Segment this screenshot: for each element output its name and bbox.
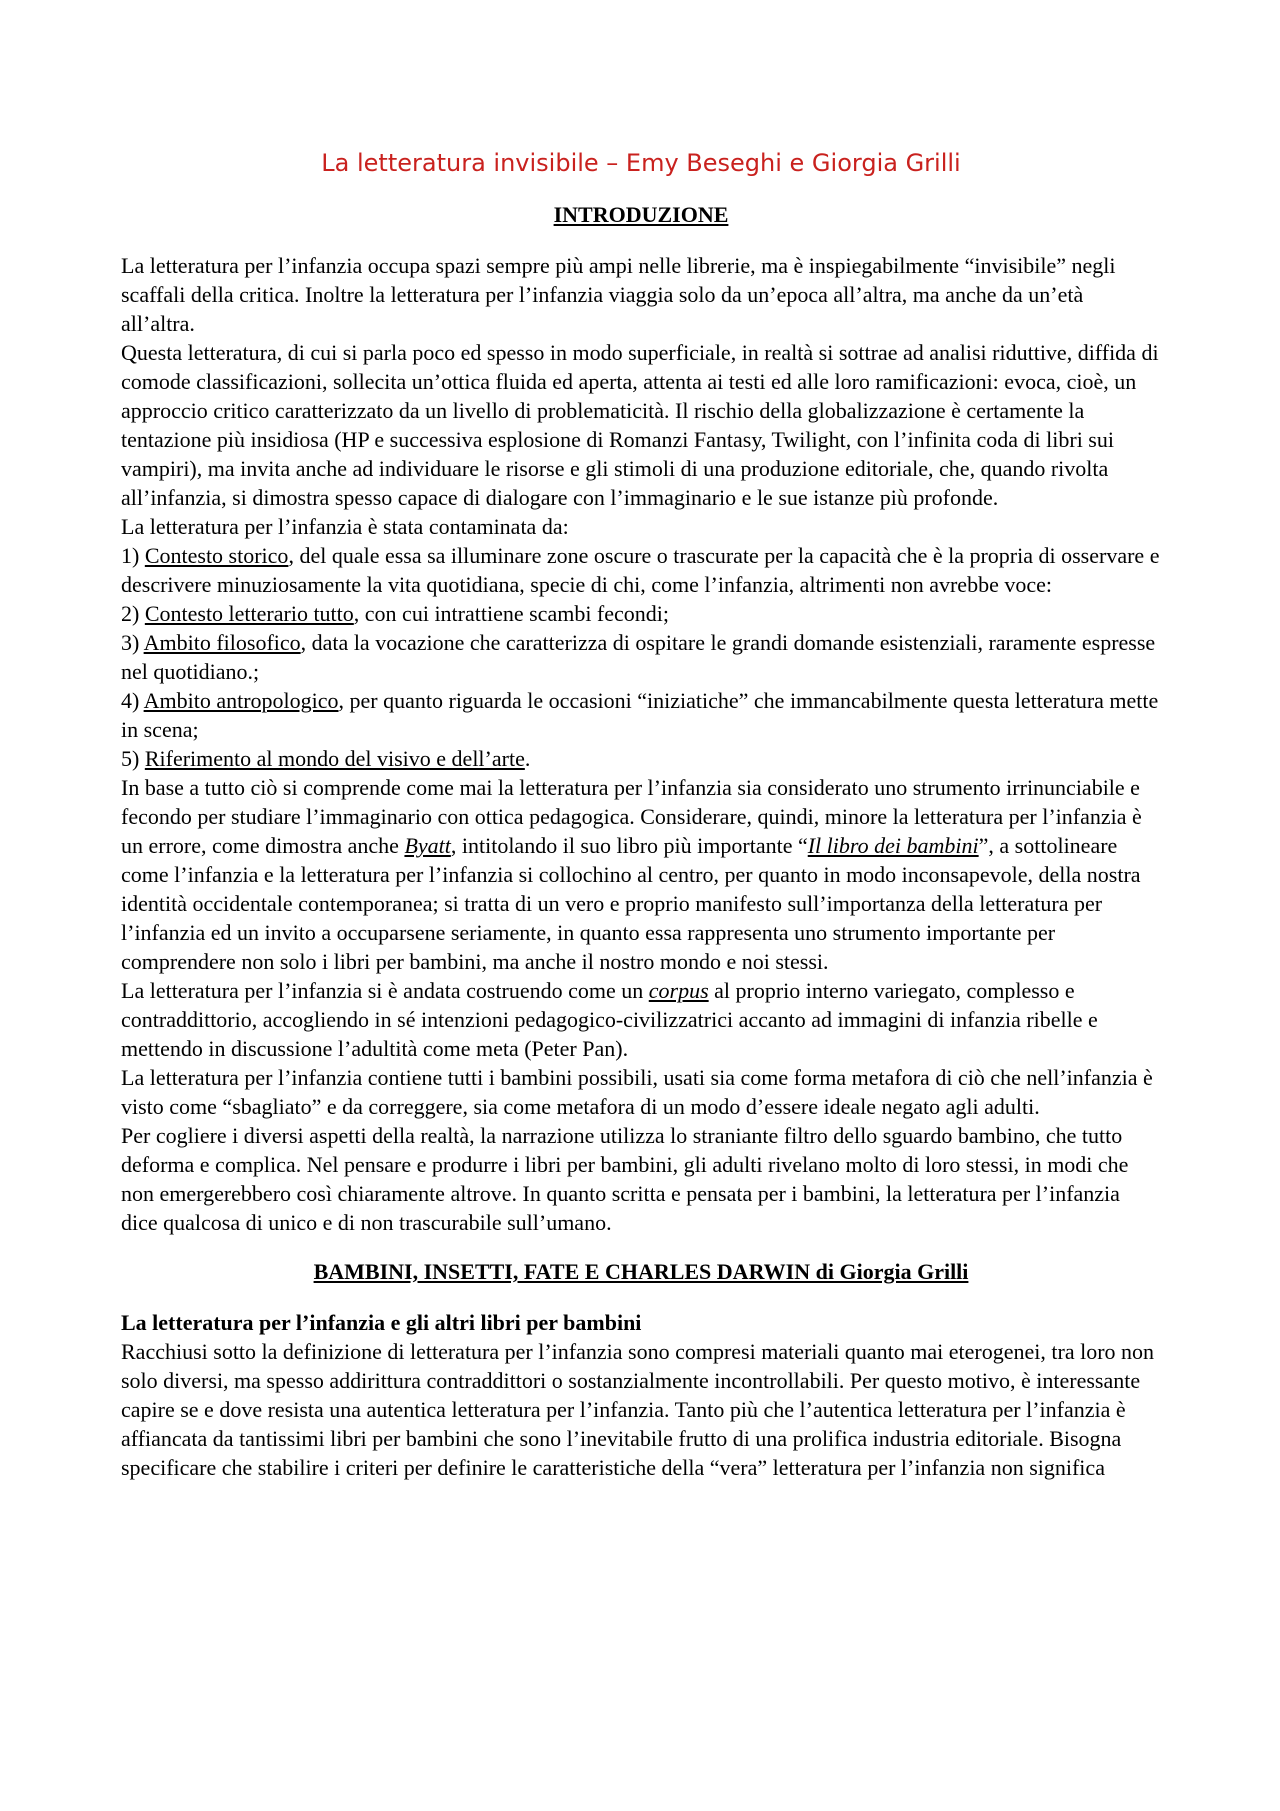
- term-corpus: corpus: [648, 978, 709, 1003]
- list-term: Riferimento al mondo del visivo e dell’arte: [144, 746, 525, 771]
- intro-heading: INTRODUZIONE: [553, 202, 729, 227]
- section-2-heading: BAMBINI, INSETTI, FATE E CHARLES DARWIN di Giorgia Grilli: [313, 1259, 969, 1284]
- list-term: Ambito filosofico: [143, 630, 301, 655]
- intro-paragraph-6: La letteratura per l’infanzia contiene tutti i bambini possibili, usati sia come forma metafora di ciò che nell’infanzia è visto come “sbagliato” e da correggere, sia come metafora di un modo d’essere ideale negato agli adulti.: [121, 1065, 1153, 1119]
- document-body: [121, 148, 1161, 1482]
- document-title: La letteratura invisibile – Emy Beseghi e Giorgia Grilli: [321, 149, 961, 177]
- intro-paragraph-5: La letteratura per l’infanzia si è andata costruendo come un corpus al proprio interno variegato, complesso e contraddittorio, accogliendo in sé intenzioni pedagogico-civilizzatrici accanto ad immagini di infanzia ribelle e mettendo in discussione l’adultità come meta (Peter Pan).: [121, 978, 1098, 1061]
- list-item-1: 1) Contesto storico, del quale essa sa illuminare zone oscure o trascurate per la capacità che è la propria di osservare e descrivere minuziosamente la vita quotidiana, specie di chi, come l’infanzia, altrimenti non avrebbe voce:: [121, 543, 1160, 597]
- intro-paragraph-1: La letteratura per l’infanzia occupa spazi sempre più ampi nelle librerie, ma è inspiegabilmente “invisibile” negli scaffali della critica. Inoltre la letteratura per l’infanzia viaggia solo da un’epoca all’altra, ma anche da un’età all’altra.: [121, 253, 1116, 336]
- section-2-subheading: La letteratura per l’infanzia e gli altri libri per bambini: [121, 1310, 642, 1335]
- intro-paragraph-4: In base a tutto ciò si comprende come mai la letteratura per l’infanzia sia considerato uno strumento irrinunciabile e fecondo per studiare l’immaginario con ottica pedagogica. Considerare, quindi, minore la letteratura per l’infanzia è un errore, come dimostra anche Byatt, intitolando il suo libro più importante “Il libro dei bambini”, a sottolineare come l’infanzia e la letteratura per l’infanzia si collochino al centro, per quanto in modo inconsapevole, della nostra identità occidentale contemporanea; si tratta di un vero e proprio manifesto sull’importanza della letteratura per l’infanzia ed un invito a occuparsene seriamente, in quanto essa rappresenta uno strumento importante per comprendere non solo i libri per bambini, ma anche il nostro mondo e noi stessi.: [121, 775, 1142, 974]
- list-item-2: 2) Contesto letterario tutto, con cui intrattiene scambi fecondi;: [121, 601, 670, 626]
- list-item-5: 5) Riferimento al mondo del visivo e dell’arte.: [121, 746, 531, 771]
- list-term: Contesto storico: [144, 543, 289, 568]
- author-byatt: Byatt: [404, 833, 451, 858]
- book-title: Il libro dei bambini: [807, 833, 979, 858]
- intro-paragraph-2: Questa letteratura, di cui si parla poco ed spesso in modo superficiale, in realtà si sottrae ad analisi riduttive, diffida di comode classificazioni, sollecita un’ottica fluida ed aperta, attenta ai testi ed alle loro ramificazioni: evoca, cioè, un approccio critico caratterizzato da un livello di problematicità. Il rischio della globalizzazione è certamente la tentazione più insidiosa (HP e successiva esplosione di Romanzi Fantasy, Twilight, con l’infinita coda di libri sui vampiri), ma invita anche ad individuare le risorse e gli stimoli di una produzione editoriale, che, quando rivolta all’infanzia, si dimostra spesso capace di dialogare con l’immaginario e le sue istanze più profonde.: [121, 340, 1159, 510]
- intro-paragraph-7: Per cogliere i diversi aspetti della realtà, la narrazione utilizza lo straniante filtro dello sguardo bambino, che tutto deforma e complica. Nel pensare e produrre i libri per bambini, gli adulti rivelano molto di loro stessi, in modi che non emergerebbero così chiaramente altrove. In quanto scritta e pensata per i bambini, la letteratura per l’infanzia dice qualcosa di unico e di non trascurabile sull’umano.: [121, 1123, 1129, 1235]
- list-term: Contesto letterario tutto: [144, 601, 354, 626]
- intro-paragraph-3: La letteratura per l’infanzia è stata contaminata da:: [121, 514, 569, 539]
- list-item-3: 3) Ambito filosofico, data la vocazione che caratterizza di ospitare le grandi domande esistenziali, raramente espresse nel quotidiano.;: [121, 630, 1156, 684]
- list-item-4: 4) Ambito antropologico, per quanto riguarda le occasioni “iniziatiche” che immancabilmente questa letteratura mette in scena;: [121, 688, 1159, 742]
- list-term: Ambito antropologico: [143, 688, 339, 713]
- section-2-paragraph-1: Racchiusi sotto la definizione di letteratura per l’infanzia sono compresi materiali quanto mai eterogenei, tra loro non solo diversi, ma spesso addirittura contraddittori o sostanzialmente incontrollabili. Per questo motivo, è interessante capire se e dove resista una autentica letteratura per l’infanzia. Tanto più che l’autentica letteratura per l’infanzia è affiancata da tantissimi libri per bambini che sono l’inevitabile frutto di una prolifica industria editoriale. Bisogna specificare che stabilire i criteri per definire le caratteristiche della “vera” letteratura per l’infanzia non significa: [121, 1339, 1155, 1480]
